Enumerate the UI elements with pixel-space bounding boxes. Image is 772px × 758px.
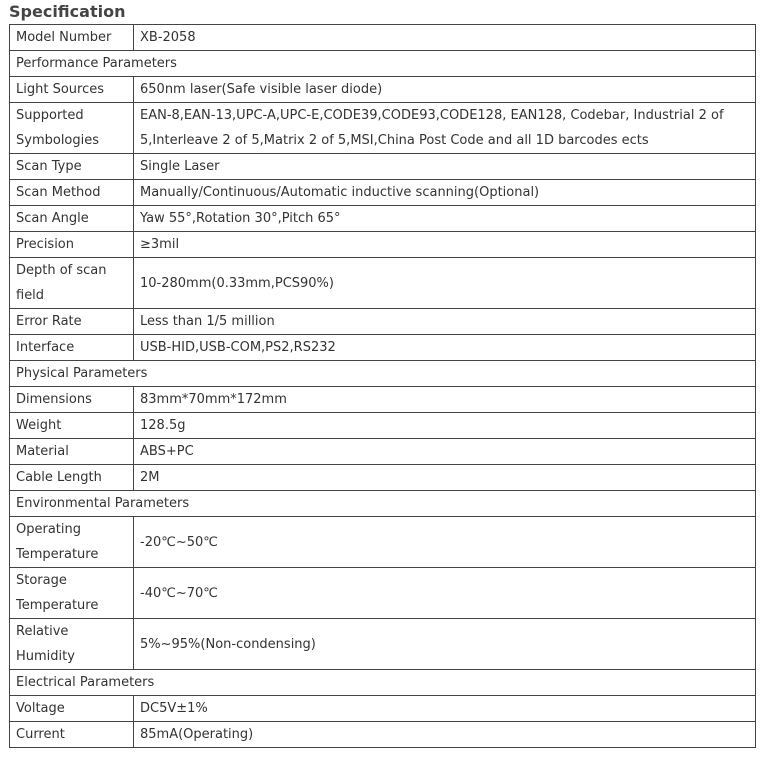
spec-value: 5%~95%(Non-condensing) xyxy=(134,619,756,670)
spec-value: ABS+PC xyxy=(134,439,756,465)
spec-value: 650nm laser(Safe visible laser diode) xyxy=(134,77,756,103)
table-row xyxy=(10,619,756,670)
spec-value: Manually/Continuous/Automatic inductive scanning(Optional) xyxy=(134,180,756,206)
spec-label: Model Number xyxy=(10,25,134,51)
spec-value: -20℃~50℃ xyxy=(134,517,756,568)
spec-value: ≥3mil xyxy=(134,232,756,258)
section-row xyxy=(10,51,756,77)
spec-value: 10-280mm(0.33mm,PCS90%) xyxy=(134,258,756,309)
table-row xyxy=(10,258,756,309)
spec-value: EAN-8,EAN-13,UPC-A,UPC-E,CODE39,CODE93,CODE128, EAN128, Codebar, Industrial 2 of 5,Interleave 2 of 5,Matrix 2 of 5,MSI,China Post Code and all 1D barcodes ects xyxy=(134,103,756,154)
section-heading: Environmental Parameters xyxy=(10,491,756,517)
spec-label: Material xyxy=(10,439,134,465)
spec-value: 128.5g xyxy=(134,413,756,439)
spec-label: Error Rate xyxy=(10,309,134,335)
spec-label: Operating Temperature xyxy=(10,517,134,568)
spec-label: Current xyxy=(10,722,134,748)
table-row xyxy=(10,568,756,619)
specification-table xyxy=(9,24,756,748)
spec-value: USB-HID,USB-COM,PS2,RS232 xyxy=(134,335,756,361)
spec-value: -40℃~70℃ xyxy=(134,568,756,619)
spec-value: XB-2058 xyxy=(134,25,756,51)
section-heading: Performance Parameters xyxy=(10,51,756,77)
spec-label: Cable Length xyxy=(10,465,134,491)
table-row xyxy=(10,154,756,180)
spec-value: Yaw 55°,Rotation 30°,Pitch 65° xyxy=(134,206,756,232)
spec-label: Dimensions xyxy=(10,387,134,413)
spec-label: Light Sources xyxy=(10,77,134,103)
table-row xyxy=(10,77,756,103)
spec-label: Storage Temperature xyxy=(10,568,134,619)
spec-label: Scan Type xyxy=(10,154,134,180)
table-row xyxy=(10,387,756,413)
table-row xyxy=(10,206,756,232)
table-row xyxy=(10,465,756,491)
section-row xyxy=(10,361,756,387)
spec-label: Interface xyxy=(10,335,134,361)
spec-label: Scan Angle xyxy=(10,206,134,232)
table-row xyxy=(10,439,756,465)
spec-value: DC5V±1% xyxy=(134,696,756,722)
spec-label: Scan Method xyxy=(10,180,134,206)
spec-value: Less than 1/5 million xyxy=(134,309,756,335)
table-row xyxy=(10,232,756,258)
table-row xyxy=(10,335,756,361)
section-row xyxy=(10,670,756,696)
spec-value: 85mA(Operating) xyxy=(134,722,756,748)
table-row xyxy=(10,309,756,335)
spec-label: Voltage xyxy=(10,696,134,722)
section-row xyxy=(10,491,756,517)
spec-label: Relative Humidity xyxy=(10,619,134,670)
table-row xyxy=(10,103,756,154)
spec-label: Supported Symbologies xyxy=(10,103,134,154)
page-title: Specification xyxy=(9,2,126,21)
table-row xyxy=(10,180,756,206)
section-heading: Physical Parameters xyxy=(10,361,756,387)
spec-value: 83mm*70mm*172mm xyxy=(134,387,756,413)
table-row xyxy=(10,517,756,568)
table-row xyxy=(10,413,756,439)
table-row xyxy=(10,722,756,748)
spec-label: Precision xyxy=(10,232,134,258)
spec-value: 2M xyxy=(134,465,756,491)
table-row xyxy=(10,696,756,722)
table-row xyxy=(10,25,756,51)
spec-value: Single Laser xyxy=(134,154,756,180)
spec-label: Weight xyxy=(10,413,134,439)
section-heading: Electrical Parameters xyxy=(10,670,756,696)
spec-label: Depth of scan field xyxy=(10,258,134,309)
